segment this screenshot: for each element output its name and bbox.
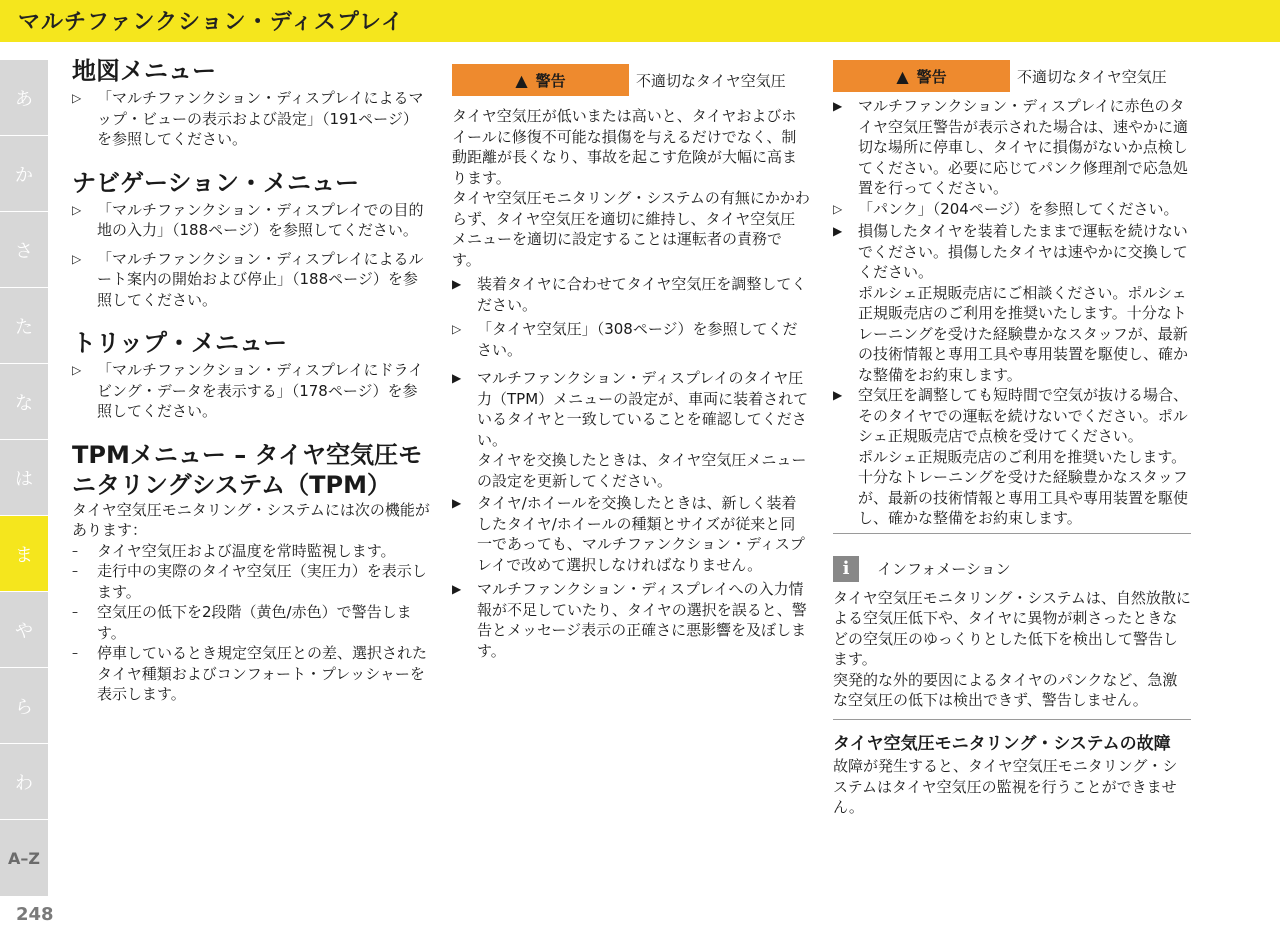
nav-menu-ref-1[interactable]: ▷ 「マルチファンクション・ディスプレイでの目的地の入力」（188ページ）を参照してください。 [72, 200, 424, 239]
action-arrow-icon: ▶ [452, 496, 462, 510]
tpm-menu-heading: TPMメニュー – タイヤ空気圧モニタリングシステム（TPM） [72, 440, 423, 499]
column-1 [72, 56, 430, 705]
tpm-feature-item: – 走行中の実際のタイヤ空気圧（実圧力）を表示します。 [72, 562, 427, 601]
divider [833, 533, 1191, 534]
warning-header [833, 60, 1191, 92]
index-tab-wa[interactable]: わ [0, 744, 48, 819]
reference-link[interactable]: ▷ 「パンク」（204ページ）を参照してください。 [833, 199, 1179, 218]
trip-menu-heading: トリップ・メニュー [72, 329, 288, 357]
warning-triangle-icon: ▲ [896, 66, 909, 86]
index-tab-ra[interactable]: ら [0, 668, 48, 743]
map-menu-ref[interactable]: ▷ 「マルチファンクション・ディスプレイによるマップ・ビューの表示および設定」（191ページ）を参照してください。 [72, 89, 424, 148]
reference-link[interactable]: ▷ 「タイヤ空気圧」（308ページ）を参照してください。 [452, 320, 798, 359]
warning-badge: ▲ 警告 [452, 64, 629, 96]
action-item: ▶ タイヤ/ホイールを交換したときは、新しく装着したタイヤ/ホイールの種類とサイズが従来と同一であっても、マルチファンクション・ディスプレイで改めて選択しなければなりません。 [452, 494, 805, 574]
tpm-feature-item: – タイヤ空気圧および温度を常時監視します。 [72, 541, 396, 560]
index-tab-ta[interactable]: た [0, 288, 48, 363]
info-paragraph: 突発的な外的要因によるタイヤのパンクなど、急激な空気圧の低下は検出できず、警告しません。 [833, 670, 1178, 709]
ref-arrow-icon: ▷ [72, 251, 82, 266]
action-item: ▶ マルチファンクション・ディスプレイに赤色のタイヤ空気圧警告が表示された場合は、速やかに適切な場所に停車し、タイヤに損傷がないか点検してください。必要に応じてパンク修理剤で応急処置を行ってください。 [833, 97, 1189, 197]
action-item: ▶ 装着タイヤに合わせてタイヤ空気圧を調整してください。 [452, 275, 807, 314]
index-tab-ma[interactable]: ま [0, 516, 48, 591]
fault-heading: タイヤ空気圧モニタリング・システムの故障 [833, 733, 1171, 754]
warning-paragraph: タイヤ空気圧モニタリング・システムの有無にかかわらず、タイヤ空気圧を適切に維持し、タイヤ空気圧メニューを適切に設定することは運転者の責務です。 [452, 189, 810, 269]
action-item: ▶ マルチファンクション・ディスプレイへの入力情報が不足していたり、タイヤの選択を誤ると、警告とメッセージ表示の正確さに悪影響を及ぼします。 [452, 580, 807, 660]
tpm-intro: タイヤ空気圧モニタリング・システムには次の機能があります： [72, 500, 430, 539]
action-arrow-icon: ▶ [833, 388, 843, 402]
index-tab-ya[interactable]: や [0, 592, 48, 667]
warning-header [452, 64, 810, 96]
page-title: マルチファンクション・ディスプレイ [18, 10, 404, 35]
index-tab-na[interactable]: な [0, 364, 48, 439]
divider [833, 719, 1191, 720]
action-arrow-icon: ▶ [452, 371, 462, 385]
column-3 [833, 60, 1191, 818]
column-2 [452, 64, 810, 661]
map-menu-heading: 地図メニュー [72, 57, 216, 85]
warning-paragraph: タイヤ空気圧が低いまたは高いと、タイヤおよびホイールに修復不可能な損傷を与えるだけでなく、制動距離が長くなり、事故を起こす危険が大幅に高まります。 [452, 107, 798, 187]
action-arrow-icon: ▶ [833, 224, 843, 238]
ref-arrow-icon: ▷ [452, 322, 462, 336]
trip-menu-ref[interactable]: ▷ 「マルチファンクション・ディスプレイにドライビング・データを表示する」（178ページ）を参照してください。 [72, 361, 424, 420]
page-number: 248 [16, 904, 54, 925]
warning-title: 不適切なタイヤ空気圧 [636, 71, 786, 90]
action-item: ▶ 空気圧を調整しても短時間で空気が抜ける場合、そのタイヤでの運転を続けないでください。ポルシェ正規販売店で点検を受けてください。 ポルシェ正規販売店のご利用を推奨いたします。十分なトレーニングを受けた経験豊かなスタッフが、最新の技術情報と専用工具や専用装置を駆使し、確かな整備をお約束します。 [833, 386, 1189, 527]
info-title: インフォメーション [877, 560, 1011, 578]
warning-badge: ▲ 警告 [833, 60, 1010, 92]
warning-title: 不適切なタイヤ空気圧 [1017, 67, 1167, 86]
action-item: ▶ マルチファンクション・ディスプレイのタイヤ圧力（TPM）メニューの設定が、車両に装着されているタイヤと一致していることを確認してください。 タイヤを交換したときは、タイヤ空気圧メニューの設定を更新してください。 [452, 369, 809, 490]
fault-paragraph: 故障が発生すると、タイヤ空気圧モニタリング・システムはタイヤ空気圧の監視を行うことができません。 [833, 757, 1178, 816]
nav-menu-heading: ナビゲーション・メニュー [72, 168, 360, 197]
chapter-index-tabs [0, 60, 48, 897]
tpm-feature-item: – 空気圧の低下を2段階（黄色/赤色）で警告します。 [72, 603, 412, 642]
warning-triangle-icon: ▲ [515, 70, 528, 90]
index-tab-a-z[interactable]: A–Z [0, 820, 48, 896]
index-tab-a[interactable]: あ [0, 60, 48, 135]
ref-arrow-icon: ▷ [72, 91, 82, 105]
index-tab-ha[interactable]: は [0, 440, 48, 515]
action-item: ▶ 損傷したタイヤを装着したままで運転を続けないでください。損傷したタイヤは速やかに交換してください。 ポルシェ正規販売店にご相談ください。ポルシェ正規販売店のご利用を推奨いたします。十分なトレーニングを受けた経験豊かなスタッフが、最新の技術情報と専用工具や専用装置を駆使し、確かな整備をお約束します。 [833, 222, 1189, 384]
page-header [0, 0, 1280, 42]
info-icon: i [833, 556, 859, 582]
info-paragraph: タイヤ空気圧モニタリング・システムは、自然放散による空気圧低下や、タイヤに異物が刺さったときなどの空気圧のゆっくりとした低下を検出して警告します。 [833, 588, 1191, 668]
ref-arrow-icon: ▷ [833, 201, 843, 216]
info-header [833, 556, 1191, 582]
ref-arrow-icon: ▷ [72, 363, 82, 377]
action-arrow-icon: ▶ [833, 99, 843, 113]
ref-arrow-icon: ▷ [72, 202, 82, 217]
index-tab-sa[interactable]: さ [0, 212, 48, 287]
index-tab-ka[interactable]: か [0, 136, 48, 211]
action-arrow-icon: ▶ [452, 582, 462, 596]
nav-menu-ref-2[interactable]: ▷ 「マルチファンクション・ディスプレイによるルート案内の開始および停止」（188ページ）を参照してください。 [72, 249, 424, 309]
action-arrow-icon: ▶ [452, 277, 462, 291]
tpm-feature-item: – 停車しているとき規定空気圧との差、選択されたタイヤ種類およびコンフォート・プレッシャーを表示します。 [72, 644, 428, 703]
